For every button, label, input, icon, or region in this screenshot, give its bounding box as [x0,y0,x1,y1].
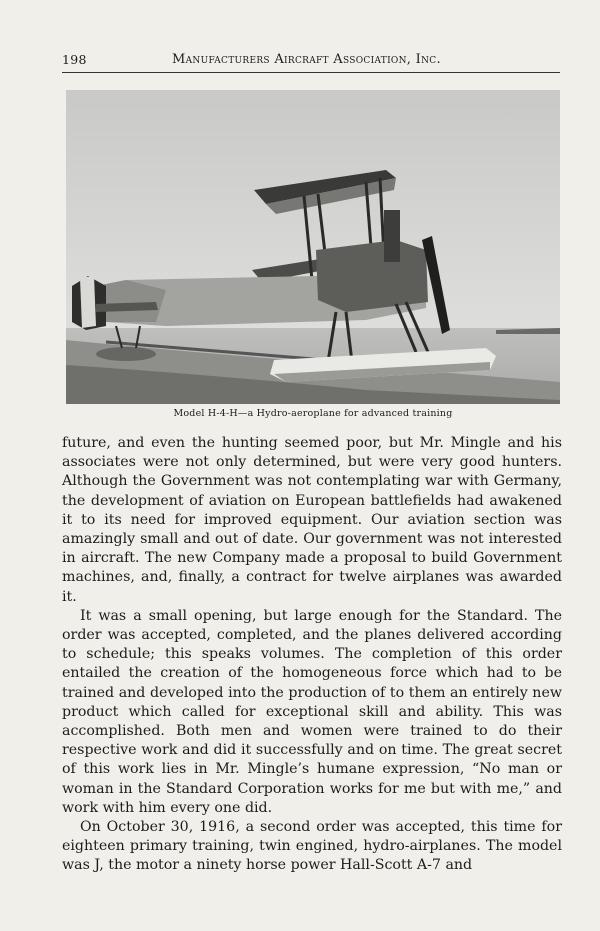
running-title: Manufacturers Aircraft Association, Inc. [172,52,441,67]
page-number: 198 [62,52,87,67]
header-rule [62,72,560,73]
paragraph: On October 30, 1916, a second order was accepted, this time for eighteen primary training, twin engined, hydro-airplanes. The model was J, the motor a ninety horse power Hall-Scott A-7 and [62,819,562,874]
body-text [62,434,562,876]
paragraph: It was a small opening, but large enough for the Standard. The order was accepted, completed, and the planes delivered according to schedule; this speaks volumes. The completion of this order entailed the creation of the homogeneous force which had to be trained and developed into the production of to them an entirely new product which called for exceptional skill and ability. This was accomplished. Both men and women were trained to do their respective work and did it successfully and on time. The great secret of this work lies in Mr. Mingle’s humane expression, “No man or woman in the Standard Corporation works for me but with me,” and work with him every one did. [62,607,562,816]
paragraph: future, and even the hunting seemed poor, but Mr. Mingle and his associates were not only determined, but were very good hunters. Although the Government was not contemplating war with Germany, the development of aviation on European battlefields had awakened it to its need for improved equipment. Our aviation section was amazingly small and out of date. Our government was not interested in aircraft. The new Company made a proposal to build Government machines, and, finally, a contract for twelve airplanes was awarded it. [62,435,562,605]
aircraft-photo [66,90,560,404]
figure-caption: Model H-4-H—a Hydro-aeroplane for advanced training [173,408,453,419]
page-header [62,50,560,70]
